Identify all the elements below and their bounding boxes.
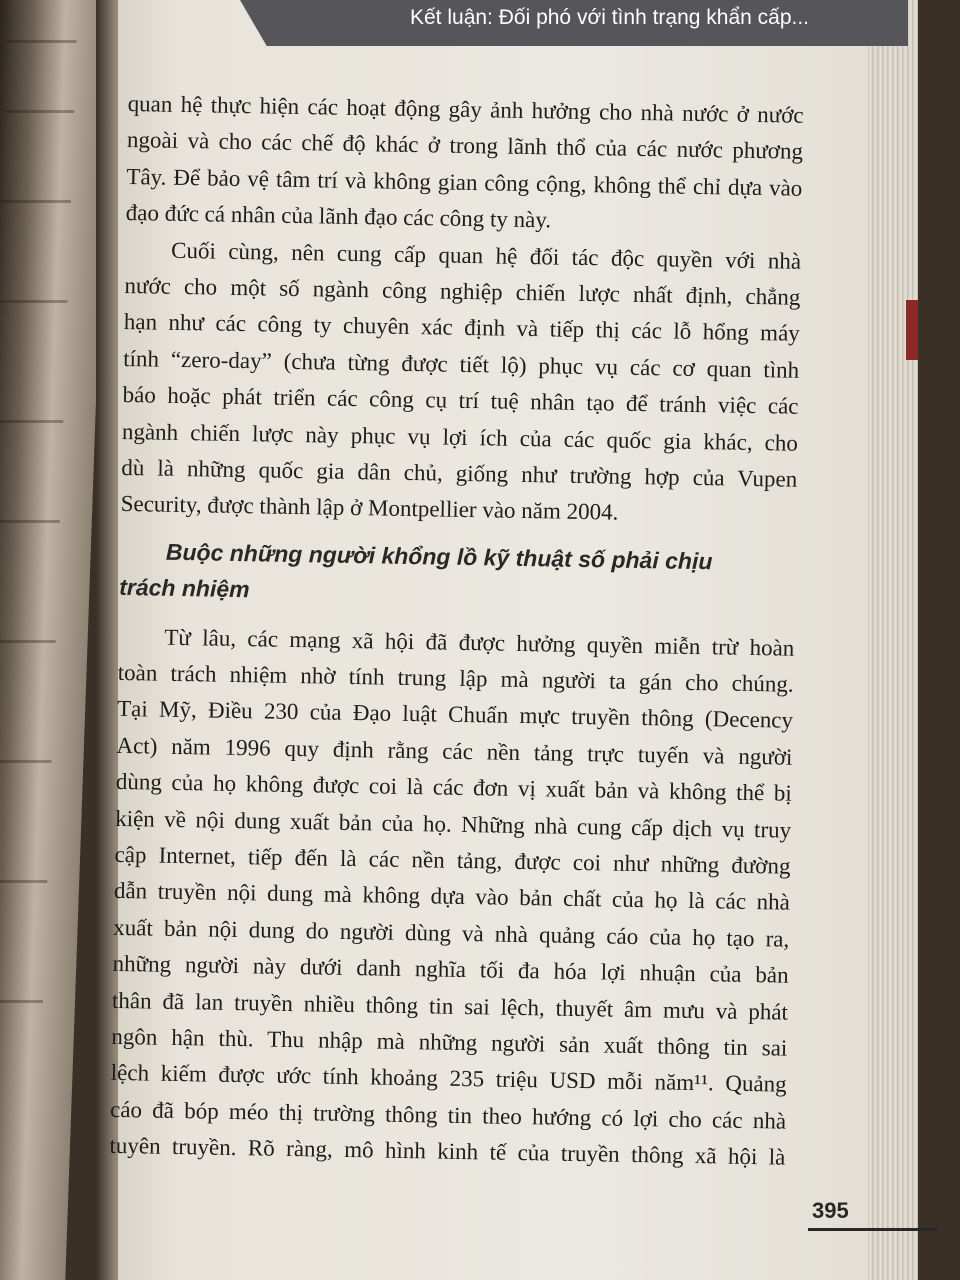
text-line: hạn như các công ty chuyên xác định và tiếp thị các lỗ hổng máy	[123, 309, 800, 347]
text-line: ngoài và cho các chế độ khác ở trong lãnh thổ của các nước phương	[126, 127, 804, 165]
text-line: dùng của họ không được coi là các đơn vị xuất bản và không thể bị	[115, 769, 792, 806]
text-line: quan hệ thực hiện các hoạt động gây ảnh hưởng cho nhà nước ở nước	[127, 90, 804, 128]
text-line: kiện về nội dung xuất bản của họ. Những nhà cung cấp dịch vụ truy	[115, 805, 792, 843]
text-line: thân đã lan truyền nhiều thông tin sai lệch, thuyết âm mưu và phát	[111, 987, 789, 1025]
text-line: Tại Mỹ, Điều 230 của Đạo luật Chuẩn mực truyền thông (Decency	[116, 696, 794, 734]
text-line: dẫn truyền nội dung mà không dựa vào bản chất của họ là các nhà	[113, 878, 791, 916]
paragraph-3	[109, 619, 794, 1177]
section-heading-line-2: trách nhiệm	[119, 573, 250, 602]
text-line: Tây. Để bảo vệ tâm trí và không gian công cộng, không thể chỉ dựa vào	[126, 163, 803, 201]
text-line: cáo đã bóp méo thị trường thông tin theo hướng có lợi cho các nhà	[109, 1096, 787, 1134]
text-line: xuất bản nội dung do người dùng và nhà quảng cáo của họ tạo ra,	[113, 914, 790, 952]
page-number: 395	[812, 1198, 849, 1223]
bookmark-tab	[906, 300, 918, 360]
text-line: nước cho một số ngành công nghiệp chiến lược nhất định, chẳng	[124, 272, 801, 310]
text-line: đạo đức cá nhân của lãnh đạo các công ty này.	[125, 200, 552, 233]
text-line: Act) năm 1996 quy định rằng các nền tảng trực tuyến và người	[116, 732, 793, 770]
running-header: Kết luận: Đối phó với tình trạng khẩn cấp...	[410, 6, 810, 29]
page-edges	[868, 0, 918, 1280]
text-line: những người này dưới danh nghĩa tối đa hóa lợi nhuận của bản	[112, 951, 789, 988]
text-line: cập Internet, tiếp đến là các nền tảng, được coi như những đường	[114, 841, 791, 879]
text-line: Cuối cùng, nên cung cấp quan hệ đối tác độc quyền với nhà	[170, 237, 802, 274]
text-line: tính “zero-day” (chưa từng được tiết lộ) phục vụ các cơ quan tình	[123, 345, 800, 383]
section-heading: Buộc những người khổng lồ kỹ thuật số phải chịu	[165, 538, 713, 574]
body-text	[109, 86, 804, 1176]
paragraph-1	[125, 86, 803, 243]
text-line: tuyên truyền. Rõ ràng, mô hình kinh tế của truyền thông xã hội là	[109, 1132, 786, 1170]
text-line: dù là những quốc gia dân chủ, giống như trường hợp của Vupen	[121, 454, 798, 492]
text-line: ngành chiến lược này phục vụ lợi ích của các quốc gia khác, cho	[121, 418, 799, 456]
adjacent-left-page	[0, 0, 110, 1280]
footer-rule	[808, 1228, 938, 1231]
text-line: lệch kiếm được ước tính khoảng 235 triệu USD mỗi năm¹¹. Quảng	[110, 1060, 787, 1098]
text-line: báo hoặc phát triển các công cụ trí tuệ nhân tạo để tránh việc các	[122, 382, 799, 419]
text-line: Từ lâu, các mạng xã hội đã được hưởng quyền miễn trừ hoàn	[164, 624, 795, 661]
text-line: toàn trách nhiệm nhờ tính trung lập mà người ta gán cho chúng.	[117, 659, 794, 697]
paragraph-2	[120, 232, 801, 535]
text-line: Security, được thành lập ở Montpellier vào năm 2004.	[120, 491, 619, 525]
text-line: ngôn hận thù. Thu nhập mà những người sản xuất thông tin sai	[111, 1023, 788, 1061]
